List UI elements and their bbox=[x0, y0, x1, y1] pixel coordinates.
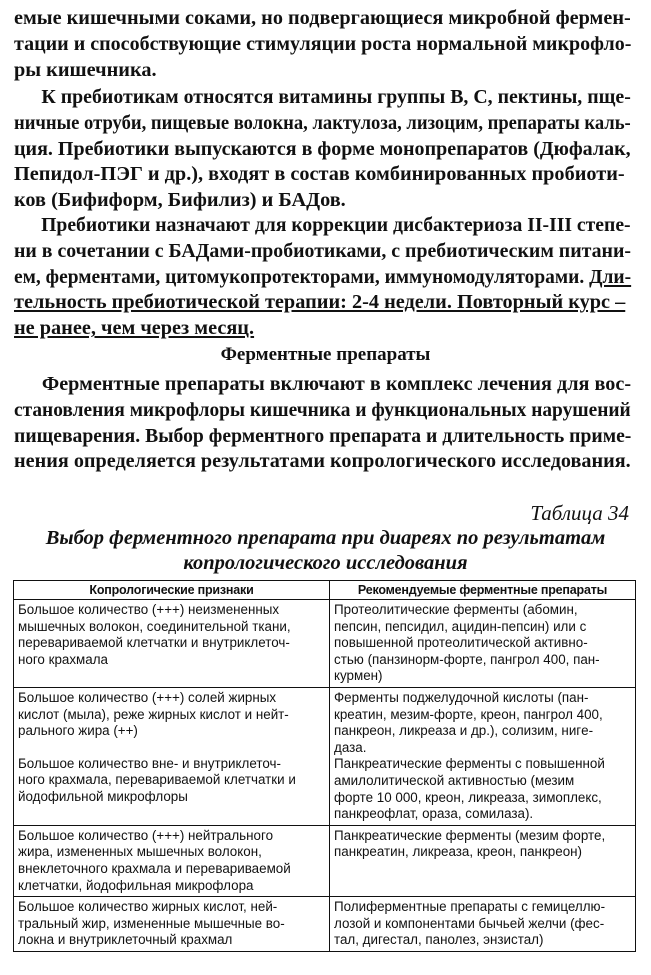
cell-line: курмен) bbox=[334, 668, 383, 684]
text-line: тации и способствующие стимуляции роста нормальной микрофло- bbox=[14, 32, 632, 55]
table-header-row bbox=[14, 581, 636, 600]
enzyme-selection-table bbox=[13, 580, 636, 952]
column-header: Рекомендуемые ферментные препараты bbox=[330, 581, 636, 600]
column-header: Копрологические признаки bbox=[14, 581, 330, 600]
cell-line: тал, дигестал, панолез, энзистал) bbox=[334, 932, 544, 948]
cell-line: ного крахмала, перевариваемой клетчатки и bbox=[18, 772, 296, 788]
cell-line: Большое количество жирных кислот, ней- bbox=[18, 899, 278, 915]
text-line: К пребиотикам относятся витамины группы В, С, пектины, пще- bbox=[41, 86, 631, 108]
text-line: Пепидол-ПЭГ и др.), входят в состав комбинированных пробиоти- bbox=[14, 163, 625, 186]
cell-line: Большое количество вне- и внутриклеточ- bbox=[18, 755, 281, 771]
cell-line: панкреофлат, ораза, сомилаза). bbox=[334, 806, 534, 822]
table-caption bbox=[0, 526, 651, 576]
cell-line: пепсин, пепсидил, ацидин-пепсин) или с bbox=[334, 618, 587, 634]
table-row bbox=[14, 825, 636, 896]
cell-line: ного крахмала bbox=[18, 651, 108, 667]
text-line: ков (Бифиформ, Бифилиз) и БАДов. bbox=[14, 189, 346, 212]
cell-line: Протеолитические ферменты (абомин, bbox=[334, 602, 578, 617]
table-row bbox=[14, 687, 636, 825]
cell-line: Полиферментные препараты с гемицеллю- bbox=[334, 899, 606, 915]
table-cell bbox=[330, 897, 636, 952]
table-cell bbox=[14, 687, 330, 825]
cell-line: йодофильной микрофлоры bbox=[18, 788, 188, 804]
text-line: Ферментные препараты включают в комплекс лечения для вос- bbox=[41, 373, 632, 395]
spacer bbox=[18, 740, 325, 756]
cell-line: внеклеточного крахмала и перевариваемой bbox=[18, 860, 291, 876]
table-cell bbox=[330, 600, 636, 688]
text-line: ция. Пребиотики выпускаются в форме монопрепаратов (Дюфалак, bbox=[14, 137, 631, 160]
table-cell bbox=[330, 825, 636, 896]
cell-line: панкреатин, ликреаза, креон, панкреон) bbox=[334, 844, 583, 860]
cell-line: лозой и компонентами бычьей желчи (фес- bbox=[334, 915, 605, 931]
paragraph-prebiotics-usage bbox=[14, 213, 631, 342]
cell-line: стью (панзинорм-форте, пангрол 400, пан- bbox=[334, 651, 600, 667]
paragraph-prebiotics-intro bbox=[14, 6, 631, 83]
cell-line: тральный жир, измененные мышечные во- bbox=[18, 915, 285, 931]
caption-line: Выбор ферментного препарата при диареях по результатам bbox=[45, 527, 606, 549]
paragraph-enzymes bbox=[14, 372, 631, 475]
cell-line: кислот (мыла), реже жирных кислот и нейт- bbox=[18, 706, 289, 722]
cell-line: Большое количество (+++) солей жирных bbox=[18, 689, 277, 705]
cell-line: жира, измененных мышечных волокон, bbox=[18, 844, 262, 860]
cell-line: панкреон, ликреаза и др.), солизим, нигe- bbox=[334, 723, 594, 739]
underlined-text: Дли- bbox=[589, 265, 632, 288]
text-line: емые кишечными соками, но подвергающиеся микробной фермен- bbox=[14, 7, 631, 29]
table-cell bbox=[14, 825, 330, 896]
text-line: пищеварения. Выбор ферментного препарата и длительность приме- bbox=[14, 424, 632, 447]
cell-line: Большое количество (+++) нейтрального bbox=[18, 827, 274, 843]
table-row bbox=[14, 897, 636, 952]
text-line: Пребиотики назначают для коррекции дисбактериоза II-III степе- bbox=[41, 214, 631, 236]
paragraph-prebiotics-list bbox=[14, 85, 631, 214]
cell-line: клетчатки, йодофильная микрофлора bbox=[18, 877, 254, 893]
table-number: Таблица 34 bbox=[530, 501, 629, 525]
cell-line: амилолитической активностью (мезим bbox=[334, 772, 575, 788]
text-line: ры кишечника. bbox=[14, 58, 157, 81]
cell-line: Панкреатические ферменты с повышенной bbox=[334, 756, 605, 772]
section-heading: Ферментные препараты bbox=[220, 344, 431, 365]
text-segment: ем, ферментами, цитомукопротекторами, иммуномодуляторами. bbox=[14, 265, 585, 288]
cell-line: Ферменты поджелудочной кислоты (пан- bbox=[334, 689, 589, 705]
cell-line: локна и внутриклеточный крахмал bbox=[18, 932, 233, 948]
text-line bbox=[14, 265, 632, 291]
caption-line: копрологического исследования bbox=[183, 552, 468, 574]
cell-line: креатин, мезим-форте, креон, пангрол 400, bbox=[334, 706, 603, 722]
text-line: нения определяется результатами копрологического исследования. bbox=[14, 450, 631, 473]
text-line: ни в сочетании с БАДами-пробиотиками, с пребиотическим питани- bbox=[14, 239, 631, 262]
cell-line: даза. bbox=[334, 739, 367, 755]
text-line: ничные отруби, пищевые волокна, лактулоза, лизоцим, препараты каль- bbox=[14, 111, 631, 134]
table-cell bbox=[14, 897, 330, 952]
table-cell bbox=[330, 687, 636, 825]
cell-line: повышенной протеолитической активно- bbox=[334, 635, 588, 651]
cell-line: мышечных волокон, соединительной ткани, bbox=[18, 618, 291, 634]
cell-line: Большое количество (+++) неизмененных bbox=[18, 602, 280, 617]
cell-line: перевариваемой клетчатки и внутриклеточ- bbox=[18, 635, 290, 651]
text-line: становления микрофлоры кишечника и функциональных нарушений bbox=[14, 398, 631, 421]
underlined-text: тельность пребиотической терапии: 2-4 недели. Повторный курс – bbox=[14, 291, 626, 314]
table-row bbox=[14, 600, 636, 688]
underlined-text: не ранее, чем через месяц. bbox=[14, 317, 255, 340]
cell-line: Панкреатические ферменты (мезим форте, bbox=[334, 827, 606, 843]
cell-line: форте 10 000, креон, ликреаза, зимоплекс, bbox=[334, 789, 602, 805]
cell-line: рального жира (++) bbox=[18, 723, 138, 739]
table-cell bbox=[14, 600, 330, 688]
